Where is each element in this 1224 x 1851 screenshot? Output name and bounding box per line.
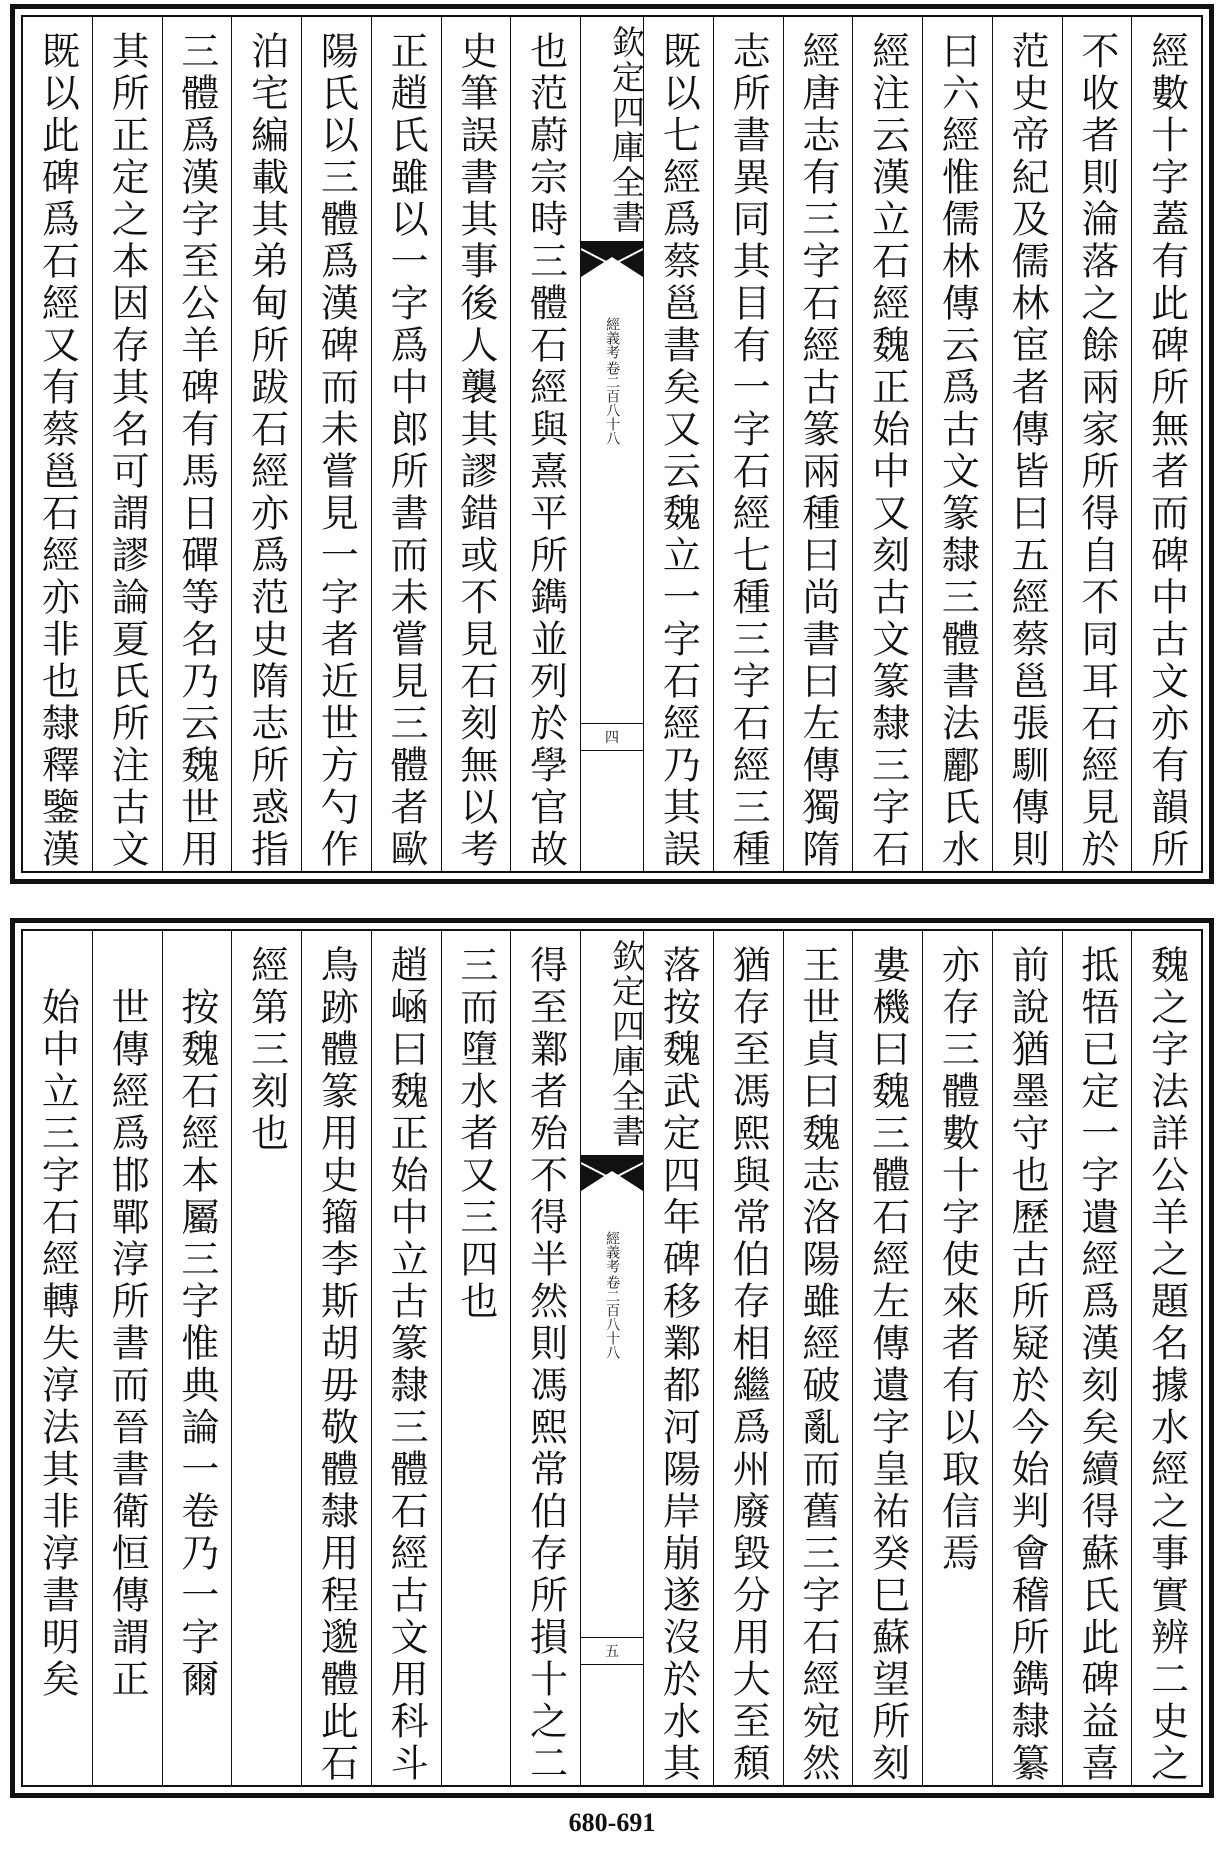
text-column (992, 17, 1062, 871)
column-text: 亦存三體數十字使來者有以取信焉 (935, 945, 980, 1575)
center-fold (580, 17, 646, 871)
column-text: 前說猶墨守也歷古所疑於今始判會稽所鐫隸纂 (1005, 945, 1050, 1785)
column-text: 經第三刻也 (244, 945, 289, 1155)
page-bottom (10, 918, 1214, 1798)
column-text: 不收者則淪落之餘兩家所得自不同耳石經見於 (1074, 31, 1119, 871)
text-column (713, 17, 783, 871)
column-text: 既以此碑爲石經又有蔡邕石經亦非也隸釋鑒漢 (35, 31, 80, 871)
column-text: 經唐志有三字石經古篆兩種曰尚書曰左傳獨隋 (795, 31, 840, 871)
text-column (231, 17, 301, 871)
book-title: 欽定四庫全書 (581, 931, 643, 1157)
fishtail-ornament (581, 1157, 643, 1191)
side-note (603, 1231, 621, 1359)
text-column (783, 931, 853, 1785)
text-column (643, 17, 713, 871)
text-column (441, 931, 511, 1785)
text-column (922, 17, 992, 871)
text-column (231, 931, 301, 1785)
side-note-title: 經義考 (604, 317, 621, 359)
text-column (510, 17, 580, 871)
text-column (162, 17, 232, 871)
text-column (371, 17, 441, 871)
column-text: 三體爲漢字至公羊碑有馬日磾等名乃云魏世用 (174, 31, 219, 871)
page-number: 五 (581, 1637, 643, 1665)
column-text: 得至鄴者殆不得半然則馮熙常伯存所損十之二 (523, 945, 568, 1785)
text-column (643, 931, 713, 1785)
page-frame (21, 15, 1203, 873)
side-note-volume: 卷二百八十八 (604, 1275, 621, 1359)
text-column (713, 931, 783, 1785)
column-text: 婁機曰魏三體石經左傳遺字皇祐癸巳蘇望所刻 (865, 945, 910, 1785)
text-column (23, 931, 92, 1785)
side-note-title: 經義考 (604, 1231, 621, 1273)
text-column (922, 931, 992, 1785)
column-text: 三而墮水者又三四也 (453, 945, 498, 1323)
text-column (92, 17, 162, 871)
column-text: 范史帝紀及儒林宦者傳皆曰五經蔡邕張馴傳則 (1005, 31, 1050, 871)
column-text: 王世貞曰魏志洛陽雖經破亂而舊三字石經宛然 (795, 945, 840, 1785)
column-text: 曰六經惟儒林傳云爲古文篆隸三體書法酈氏水 (935, 31, 980, 871)
column-text: 猶存至馮熙與常伯存相繼爲州廢毀分用大至頹 (726, 945, 771, 1785)
column-text: 始中立三字石經轉失淳法其非淳書明矣 (35, 945, 80, 1701)
column-text: 志所書異同其目有一字石經七種三字石經三種 (726, 31, 771, 871)
text-column (1062, 17, 1132, 871)
text-columns (23, 17, 1201, 871)
side-note-volume: 卷二百八十八 (604, 361, 621, 445)
text-column (1131, 17, 1201, 871)
column-text: 既以七經爲蔡邕書矣又云魏立一字石經乃其誤 (656, 31, 701, 871)
column-text: 史筆誤書其事後人襲其謬錯或不見石刻無以考 (453, 31, 498, 871)
side-note (603, 317, 621, 445)
page-range-label: 680-691 (568, 1808, 656, 1837)
text-column (992, 931, 1062, 1785)
page-frame (21, 929, 1203, 1787)
column-text: 陽氏以三體爲漢碑而未嘗見一字者近世方勺作 (314, 31, 359, 871)
text-column (23, 17, 92, 871)
column-text: 鳥跡體篆用史籀李斯胡毋敬體隸用程邈體此石 (314, 945, 359, 1785)
column-text: 抵牾已定一字遺經爲漢刻矣續得蘇氏此碑益喜 (1074, 945, 1119, 1785)
center-fold (580, 931, 646, 1785)
text-column (1131, 931, 1201, 1785)
column-text: 經數十字蓋有此碑所無者而碑中古文亦有韻所 (1144, 31, 1189, 871)
column-text: 魏之字法詳公羊之題名據水經之事實辨二史之 (1144, 945, 1189, 1785)
text-column (92, 931, 162, 1785)
page-number: 四 (581, 723, 643, 751)
column-text: 趙崡曰魏正始中立古篆隸三體石經古文用科斗 (384, 945, 429, 1785)
column-text: 落按魏武定四年碑移鄴都河陽岸崩遂沒於水其 (656, 945, 701, 1785)
text-column (371, 931, 441, 1785)
column-text: 其所正定之本因存其名可謂謬論夏氏所注古文 (105, 31, 150, 871)
text-columns (23, 931, 1201, 1785)
text-column (510, 931, 580, 1785)
book-title: 欽定四庫全書 (581, 17, 643, 243)
column-text: 經注云漢立石經魏正始中又刻古文篆隸三字石 (865, 31, 910, 871)
page-top (10, 4, 1214, 884)
column-text: 泊宅編載其弟甸所跋石經亦爲范史隋志所惑指 (244, 31, 289, 871)
column-text: 也范蔚宗時三體石經與熹平所鐫並列於學官故 (523, 31, 568, 871)
column-text: 世傳經爲邯鄲淳所書而晉書衛恒傳謂正 (105, 945, 150, 1701)
text-column (783, 17, 853, 871)
fishtail-ornament (581, 243, 643, 277)
column-text: 正趙氏雖以一字爲中郎所書而未嘗見三體者歐 (384, 31, 429, 871)
text-column (852, 17, 922, 871)
text-column (301, 17, 371, 871)
text-column (852, 931, 922, 1785)
text-column (162, 931, 232, 1785)
text-column (1062, 931, 1132, 1785)
text-column (441, 17, 511, 871)
text-column (301, 931, 371, 1785)
column-text: 按魏石經本屬三字惟典論一卷乃一字爾 (174, 945, 219, 1701)
